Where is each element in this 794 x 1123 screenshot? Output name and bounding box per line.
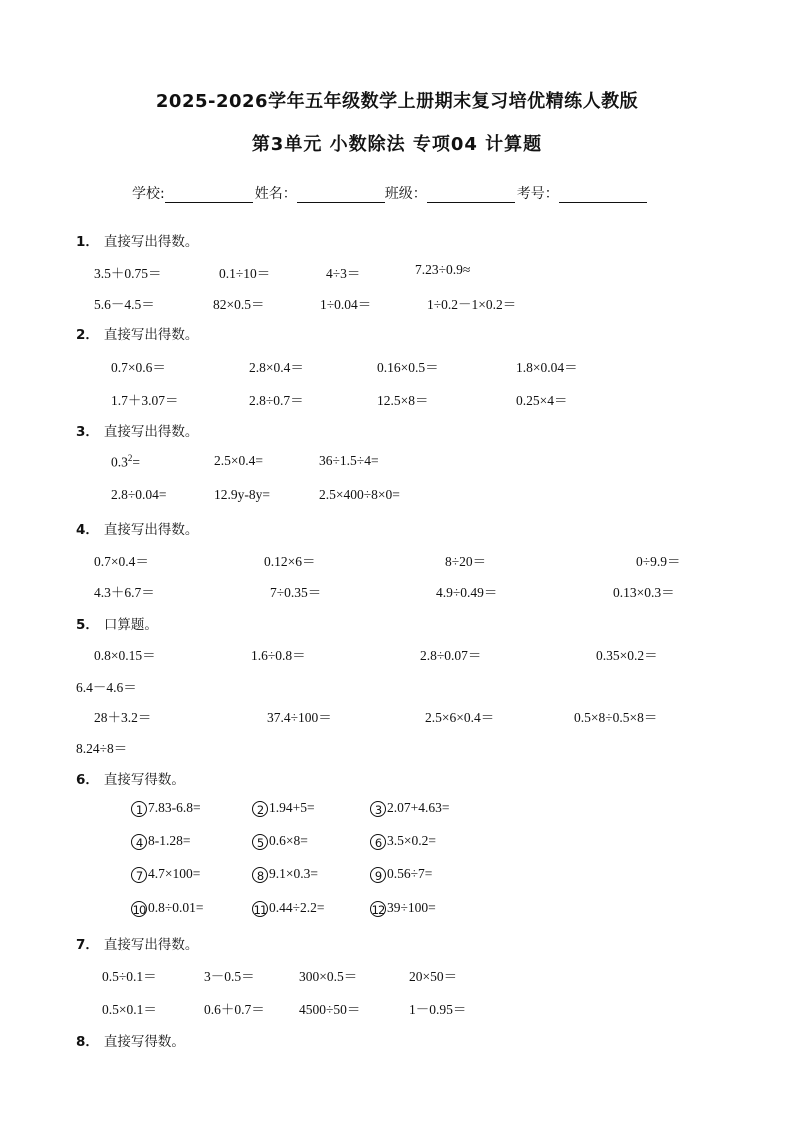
problem-text: 9.1×0.3= xyxy=(269,866,318,881)
school-field[interactable] xyxy=(165,190,253,203)
problem-item: 2.5×0.4= xyxy=(214,453,263,468)
problem-item: 2.8×0.4＝ xyxy=(249,360,304,375)
circled-number-marker: 3 xyxy=(370,801,386,817)
problem-item xyxy=(131,833,190,850)
problem-item: 8÷20＝ xyxy=(445,554,487,569)
problem-item: 8.24÷8＝ xyxy=(76,741,128,756)
problem-item: 7.23÷0.9≈ xyxy=(415,262,471,277)
problem-item: 7÷0.35＝ xyxy=(270,585,322,600)
circled-number-marker: 4 xyxy=(131,834,147,850)
question-prompt: 口算题。 xyxy=(103,617,158,633)
document-subtitle: 第3单元 小数除法 专项04 计算题 xyxy=(251,134,543,155)
problem-text: 0.6×8= xyxy=(269,833,308,848)
question-prompt: 直接写出得数。 xyxy=(103,234,199,250)
problem-base: 0.3 xyxy=(111,454,128,470)
question-8-heading xyxy=(76,1030,185,1050)
problem-item: 2.5×400÷8×0= xyxy=(319,487,400,502)
problem-item: 4500÷50＝ xyxy=(299,1002,361,1017)
problem-item: 1÷0.2－1×0.2＝ xyxy=(427,297,517,312)
question-4-heading xyxy=(76,518,198,538)
question-number: 1． xyxy=(76,234,99,250)
question-6-heading xyxy=(76,768,185,788)
question-prompt: 直接写出得数。 xyxy=(103,424,199,440)
circled-number-marker: 1 xyxy=(131,801,147,817)
problem-item xyxy=(370,800,449,817)
document-title: 2025-2026学年五年级数学上册期末复习培优精练人教版 xyxy=(155,91,639,112)
problem-item: 82×0.5＝ xyxy=(213,297,265,312)
problem-item: 0.35×0.2＝ xyxy=(596,648,658,663)
problem-text: 39÷100= xyxy=(387,900,436,915)
class-label: 班级： xyxy=(384,186,427,202)
question-prompt: 直接写出得数。 xyxy=(103,327,199,343)
question-prompt: 直接写得数。 xyxy=(103,772,185,788)
problem-item: 5.6－4.5＝ xyxy=(94,297,155,312)
problem-item: 20×50＝ xyxy=(409,969,458,984)
problem-item xyxy=(252,900,325,917)
problem-text: 8-1.28= xyxy=(148,833,191,848)
problem-item: 2.8÷0.04= xyxy=(111,487,167,502)
circled-number-marker: 11 xyxy=(253,903,267,917)
question-number: 4． xyxy=(76,522,99,538)
circled-number-marker: 7 xyxy=(131,867,147,883)
problem-item: 1.6÷0.8＝ xyxy=(251,648,306,663)
question-5-heading xyxy=(76,613,158,633)
question-2-heading xyxy=(76,323,198,343)
problem-item xyxy=(370,866,432,883)
problem-text: 0.56÷7= xyxy=(387,866,433,881)
problem-item: 37.4÷100＝ xyxy=(267,710,332,725)
question-number: 6． xyxy=(76,772,99,788)
problem-text: 7.83-6.8= xyxy=(148,800,201,815)
problem-item xyxy=(370,833,436,850)
circled-number-marker: 6 xyxy=(370,834,386,850)
problem-item: 1.7＋3.07＝ xyxy=(111,393,179,408)
problem-item: 0.7×0.6＝ xyxy=(111,360,166,375)
equals-sign: = xyxy=(132,454,140,470)
circled-number-marker: 9 xyxy=(370,867,386,883)
problem-item: 4.3＋6.7＝ xyxy=(94,585,155,600)
circled-number-marker: 8 xyxy=(252,867,268,883)
problem-item: 0.5×0.1＝ xyxy=(102,1002,157,1017)
problem-text: 4.7×100= xyxy=(148,866,201,881)
problem-text: 0.8÷0.01= xyxy=(148,900,204,915)
name-field[interactable] xyxy=(297,190,385,203)
student-info-line xyxy=(132,183,647,203)
problem-item: 1÷0.04＝ xyxy=(320,297,372,312)
problem-item xyxy=(370,900,436,917)
problem-item xyxy=(131,866,200,883)
class-field[interactable] xyxy=(427,190,515,203)
problem-item: 6.4－4.6＝ xyxy=(76,680,137,695)
exponent: 2 xyxy=(127,453,133,463)
problem-item: 0÷9.9＝ xyxy=(636,554,681,569)
problem-item: 3.5＋0.75＝ xyxy=(94,266,162,281)
question-number: 5． xyxy=(76,617,99,633)
circled-number-marker: 10 xyxy=(132,903,146,917)
problem-text: 1.94+5= xyxy=(269,800,315,815)
name-label: 姓名： xyxy=(254,186,297,202)
problem-item: 4.9÷0.49＝ xyxy=(436,585,498,600)
exam-no-field[interactable] xyxy=(559,190,647,203)
problem-item: 12.5×8＝ xyxy=(377,393,429,408)
question-7-heading xyxy=(76,933,198,953)
circled-number-marker: 5 xyxy=(252,834,268,850)
problem-item: 300×0.5＝ xyxy=(299,969,358,984)
question-prompt: 直接写得数。 xyxy=(103,1034,185,1050)
problem-item xyxy=(252,866,318,883)
problem-item: 1－0.95＝ xyxy=(409,1002,467,1017)
question-1-heading xyxy=(76,230,198,250)
problem-item: 12.9y-8y= xyxy=(214,487,270,502)
problem-item: 36÷1.5÷4= xyxy=(319,453,379,468)
problem-item: 0.6＋0.7＝ xyxy=(204,1002,265,1017)
problem-item: 0.8×0.15＝ xyxy=(94,648,156,663)
problem-item: 4÷3＝ xyxy=(326,266,361,281)
problem-item xyxy=(131,800,201,817)
problem-item: 2.8÷0.07＝ xyxy=(420,648,482,663)
question-prompt: 直接写出得数。 xyxy=(103,937,199,953)
problem-text: 3.5×0.2= xyxy=(387,833,436,848)
problem-item: 3－0.5＝ xyxy=(204,969,255,984)
problem-item xyxy=(252,833,308,850)
problem-item: 2.8÷0.7＝ xyxy=(249,393,304,408)
question-number: 7． xyxy=(76,937,99,953)
school-label: 学校: xyxy=(132,186,165,202)
problem-item: 0.12×6＝ xyxy=(264,554,316,569)
problem-item xyxy=(252,800,315,817)
problem-item: 1.8×0.04＝ xyxy=(516,360,578,375)
question-prompt: 直接写出得数。 xyxy=(103,522,199,538)
exam-no-label: 考号： xyxy=(516,186,559,202)
problem-item: 0.5×8÷0.5×8＝ xyxy=(574,710,658,725)
circled-number-marker: 2 xyxy=(252,801,268,817)
problem-text: 2.07+4.63= xyxy=(387,800,450,815)
problem-item: 0.13×0.3＝ xyxy=(613,585,675,600)
question-number: 2． xyxy=(76,327,99,343)
question-3-heading xyxy=(76,420,198,440)
problem-item: 0.16×0.5＝ xyxy=(377,360,439,375)
problem-item: 2.5×6×0.4＝ xyxy=(425,710,495,725)
problem-item: 0.5÷0.1＝ xyxy=(102,969,157,984)
problem-item: 0.25×4＝ xyxy=(516,393,568,408)
circled-number-marker: 12 xyxy=(371,903,385,917)
question-number: 3． xyxy=(76,424,99,440)
problem-item: 0.1÷10＝ xyxy=(219,266,271,281)
problem-item: 0.7×0.4＝ xyxy=(94,554,149,569)
problem-item xyxy=(131,900,204,917)
problem-text: 0.44÷2.2= xyxy=(269,900,325,915)
question-number: 8． xyxy=(76,1034,99,1050)
problem-item xyxy=(111,453,140,471)
problem-item: 28＋3.2＝ xyxy=(94,710,152,725)
